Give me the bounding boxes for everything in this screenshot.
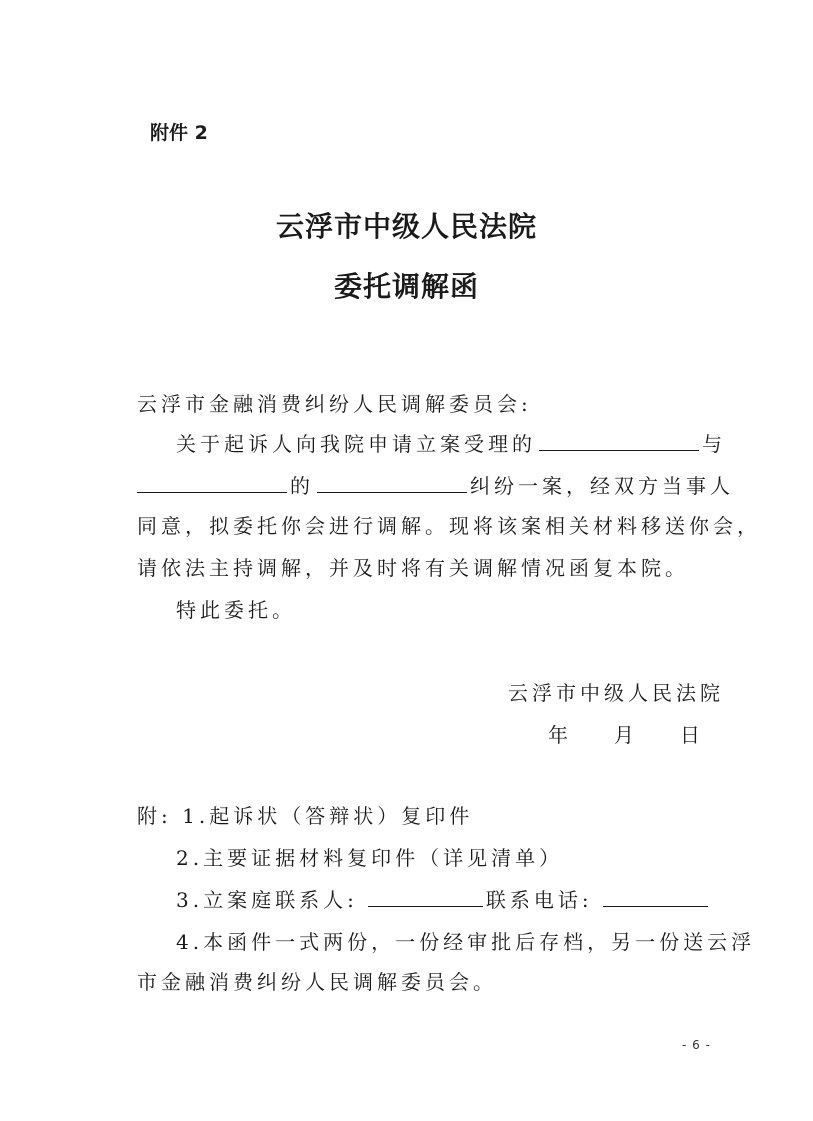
blank-contact-person[interactable] [368, 886, 483, 907]
attachment-item-4-line-2: 市金融消费纠纷人民调解委员会。 [137, 970, 497, 994]
document-title-court: 云浮市中级人民法院 [275, 210, 537, 243]
paragraph-line-3: 同意，拟委托你会进行调解。现将该案相关材料移送你会， [137, 514, 761, 538]
closing-text: 特此委托。 [176, 598, 296, 622]
date-year: 年 [548, 723, 568, 747]
paragraph-line-1 [176, 428, 726, 457]
attachment-item-3 [176, 884, 711, 913]
contact-label: 3.立案庭联系人: [176, 888, 358, 912]
para1-part3: 的 [290, 474, 314, 498]
attachment-item-1-text: 1.起诉状（答辩状）复印件 [182, 804, 474, 828]
signature-date [548, 719, 700, 748]
attachments-prefix: 附: [137, 804, 172, 828]
attachment-item-4-line-1: 4.本函件一式两份，一份经审批后存档，另一份送云浮 [176, 930, 756, 954]
date-month: 月 [614, 723, 634, 747]
para1-part4: 纠纷一案，经双方当事人 [470, 474, 734, 498]
blank-defendant[interactable] [137, 472, 287, 493]
signature-court: 云浮市中级人民法院 [508, 681, 724, 705]
paragraph-line-4: 请依法主持调解，并及时将有关调解情况函复本院。 [137, 556, 689, 580]
para1-part2: 与 [702, 432, 726, 456]
blank-dispute-type[interactable] [317, 472, 467, 493]
blank-phone[interactable] [603, 886, 708, 907]
attachment-item-2: 2.主要证据材料复印件（详见清单） [176, 846, 564, 870]
recipient: 云浮市金融消费纠纷人民调解委员会: [137, 392, 532, 416]
page-number: - 6 - [682, 1038, 711, 1052]
phone-label: 联系电话: [485, 888, 593, 912]
date-day: 日 [680, 723, 700, 747]
attachment-label: 附件 2 [150, 122, 208, 144]
para1-part1: 关于起诉人向我院申请立案受理的 [176, 432, 536, 456]
paragraph-line-2 [137, 470, 734, 499]
attachment-item-1 [137, 800, 473, 829]
document-title-letter: 委托调解函 [333, 270, 479, 303]
blank-plaintiff[interactable] [539, 430, 699, 451]
